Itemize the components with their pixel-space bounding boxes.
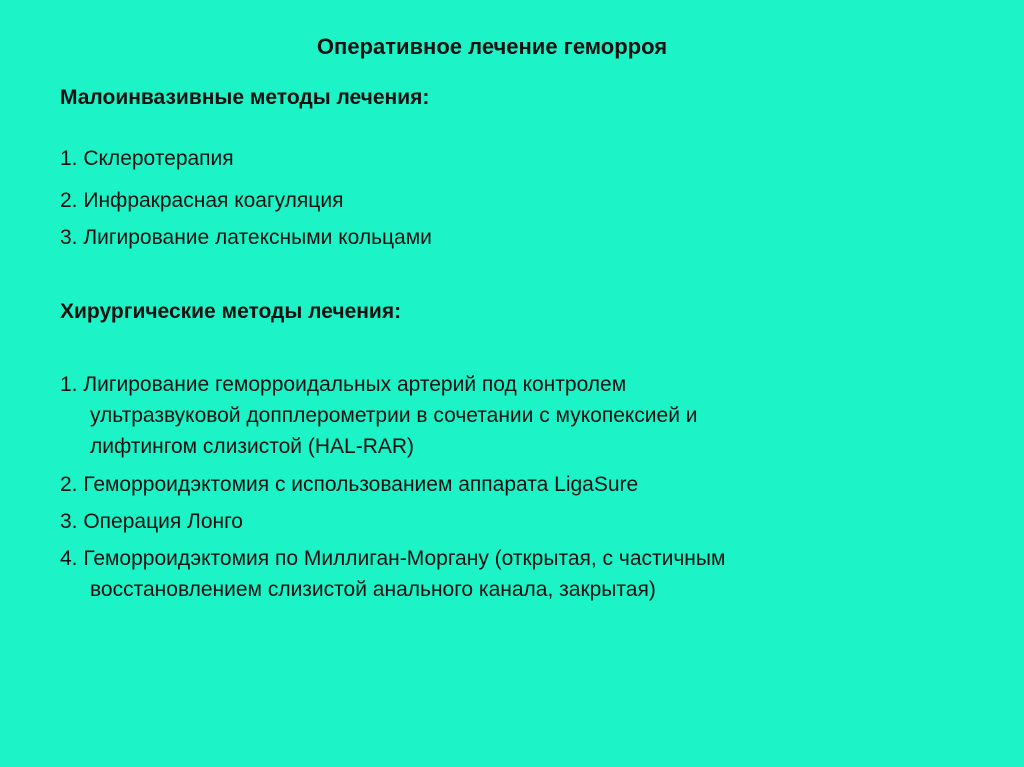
list-item-text-continued: лифтингом слизистой (HAL-RAR) bbox=[90, 435, 415, 458]
list-item bbox=[60, 469, 638, 500]
list-item-text: 2. Инфракрасная коагуляция bbox=[60, 189, 344, 212]
list-item bbox=[60, 143, 234, 174]
list-item-text: 3. Лигирование латексными кольцами bbox=[60, 226, 432, 249]
list-item bbox=[60, 543, 725, 605]
list-item-text-continued: восстановлением слизистой анального канала, закрытая) bbox=[90, 578, 656, 601]
list-item-text-continued: ультразвуковой допплерометрии в сочетании с мукопексией и bbox=[90, 404, 698, 427]
list-item bbox=[60, 369, 698, 462]
list-item-text: 1. Склеротерапия bbox=[60, 147, 234, 170]
section-heading-surgical: Хирургические методы лечения: bbox=[60, 300, 402, 323]
list-item bbox=[60, 506, 243, 537]
list-item-text: 1. Лигирование геморроидальных артерий под контролем bbox=[60, 373, 627, 396]
list-item bbox=[60, 185, 343, 216]
list-item-text: 2. Геморроидэктомия с использованием аппарата LigaSure bbox=[60, 473, 639, 496]
list-item-text: 3. Операция Лонго bbox=[60, 510, 243, 533]
list-item bbox=[60, 222, 432, 253]
slide-title: Оперативное лечение геморроя bbox=[316, 34, 668, 59]
section-heading-minimally-invasive: Малоинвазивные методы лечения: bbox=[60, 86, 430, 109]
list-item-text: 4. Геморроидэктомия по Миллиган-Моргану (открытая, с частичным bbox=[60, 547, 726, 570]
